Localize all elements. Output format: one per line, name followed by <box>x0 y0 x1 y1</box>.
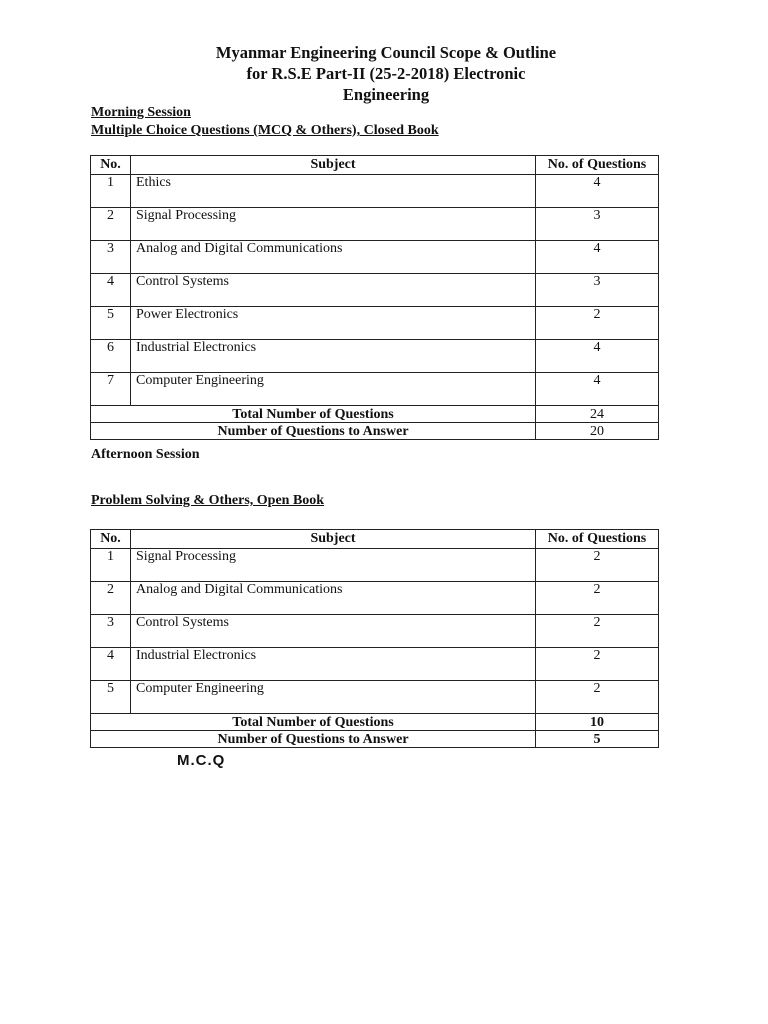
table-row <box>91 681 659 714</box>
row-subject: Computer Engineering <box>131 373 536 406</box>
table-row <box>91 549 659 582</box>
table-row <box>91 307 659 340</box>
row-questions: 2 <box>536 582 659 615</box>
table-header-row <box>91 156 659 175</box>
row-no: 6 <box>91 340 131 373</box>
header-questions: No. of Questions <box>536 156 659 175</box>
row-questions: 2 <box>536 549 659 582</box>
mcq-heading: M.C.Q <box>177 752 226 769</box>
morning-type-label: Multiple Choice Questions (MCQ & Others), Closed Book <box>91 123 439 138</box>
row-no: 3 <box>91 615 131 648</box>
afternoon-session-label: Afternoon Session <box>91 447 200 462</box>
row-questions: 3 <box>536 208 659 241</box>
row-subject: Computer Engineering <box>131 681 536 714</box>
row-no: 4 <box>91 274 131 307</box>
row-subject: Industrial Electronics <box>131 340 536 373</box>
total-row <box>91 714 659 731</box>
title-line-2: for R.S.E Part-II (25-2-2018) Electronic <box>246 64 526 83</box>
row-questions: 2 <box>536 615 659 648</box>
table-row <box>91 208 659 241</box>
table-row <box>91 582 659 615</box>
morning-session-label: Morning Session <box>91 105 191 120</box>
header-no: No. <box>91 156 131 175</box>
table-row <box>91 615 659 648</box>
row-no: 2 <box>91 208 131 241</box>
row-questions: 4 <box>536 175 659 208</box>
total-value: 24 <box>536 406 659 423</box>
table-row <box>91 175 659 208</box>
title-line-3: Engineering <box>342 85 430 104</box>
answer-value: 20 <box>536 423 659 440</box>
row-subject: Signal Processing <box>131 549 536 582</box>
afternoon-type-label: Problem Solving & Others, Open Book <box>91 493 325 508</box>
row-questions: 2 <box>536 307 659 340</box>
row-no: 1 <box>91 175 131 208</box>
row-no: 3 <box>91 241 131 274</box>
row-no: 5 <box>91 681 131 714</box>
answer-value: 5 <box>536 731 659 748</box>
table-header-row <box>91 530 659 549</box>
answer-label: Number of Questions to Answer <box>91 731 536 748</box>
header-subject: Subject <box>131 530 536 549</box>
row-questions: 2 <box>536 648 659 681</box>
header-no: No. <box>91 530 131 549</box>
answer-row <box>91 731 659 748</box>
row-questions: 4 <box>536 340 659 373</box>
row-no: 7 <box>91 373 131 406</box>
total-label: Total Number of Questions <box>91 714 536 731</box>
row-subject: Control Systems <box>131 615 536 648</box>
header-subject: Subject <box>131 156 536 175</box>
row-subject: Analog and Digital Communications <box>131 241 536 274</box>
row-questions: 4 <box>536 241 659 274</box>
row-subject: Signal Processing <box>131 208 536 241</box>
row-no: 5 <box>91 307 131 340</box>
row-no: 1 <box>91 549 131 582</box>
morning-table <box>90 155 659 440</box>
row-questions: 3 <box>536 274 659 307</box>
total-value: 10 <box>536 714 659 731</box>
answer-label: Number of Questions to Answer <box>91 423 536 440</box>
table-row <box>91 340 659 373</box>
row-no: 2 <box>91 582 131 615</box>
afternoon-table <box>90 529 659 748</box>
row-no: 4 <box>91 648 131 681</box>
row-subject: Analog and Digital Communications <box>131 582 536 615</box>
table-row <box>91 241 659 274</box>
answer-row <box>91 423 659 440</box>
row-subject: Industrial Electronics <box>131 648 536 681</box>
total-row <box>91 406 659 423</box>
table-row <box>91 373 659 406</box>
row-subject: Power Electronics <box>131 307 536 340</box>
title-line-1: Myanmar Engineering Council Scope & Outline <box>215 43 557 62</box>
document-title <box>0 42 768 105</box>
row-subject: Ethics <box>131 175 536 208</box>
row-questions: 4 <box>536 373 659 406</box>
row-questions: 2 <box>536 681 659 714</box>
row-subject: Control Systems <box>131 274 536 307</box>
total-label: Total Number of Questions <box>91 406 536 423</box>
table-row <box>91 648 659 681</box>
header-questions: No. of Questions <box>536 530 659 549</box>
table-row <box>91 274 659 307</box>
